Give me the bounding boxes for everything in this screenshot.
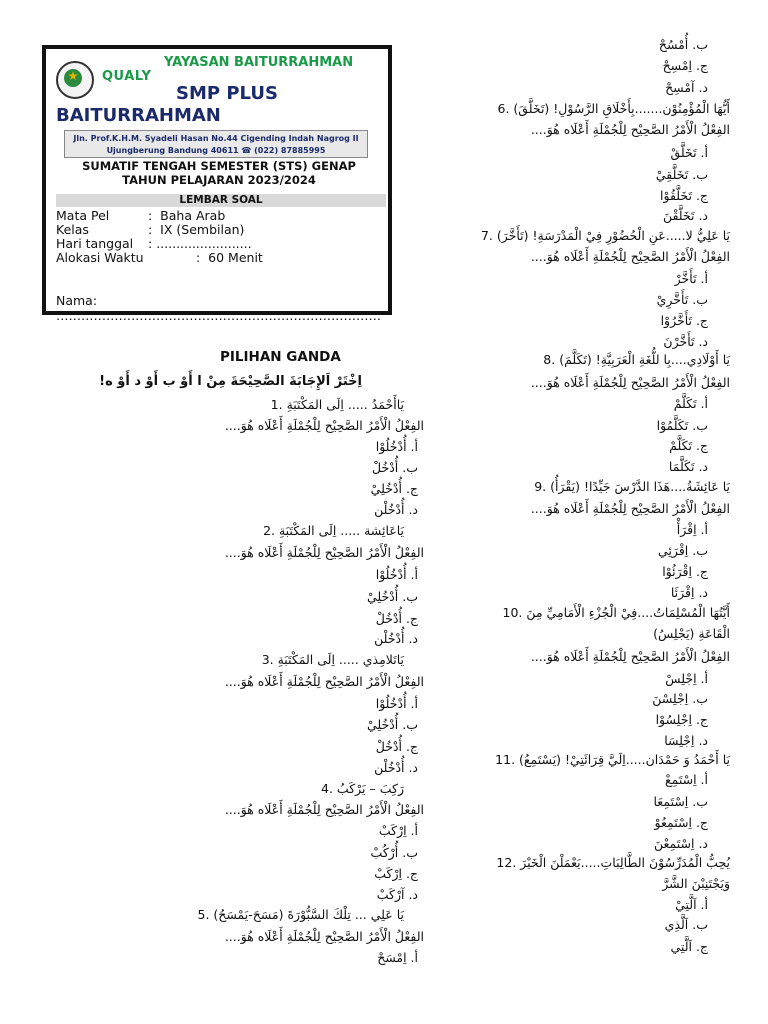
answer-option: ج. أُدْخُلْ xyxy=(375,739,418,754)
instruction-text: اِخْتَرْ اَلإِجَابَةَ الصَّحِيْحَةَ مِنْ ا أَوْ ب أَوْ د أَوْ ه! xyxy=(99,374,362,389)
school-logo-icon xyxy=(56,61,94,99)
answer-option: ب. أُدْخُلِيْ xyxy=(366,589,418,604)
school-name-line1: SMP PLUS xyxy=(176,83,278,104)
answer-option: ج. اِجْلِسُوْا xyxy=(655,712,708,727)
question-line: أَيَّتُهَا الْمُسْلِمَاتُ....فِيْ الْجُزْءِ الْأَمَامِيِّ مِنَ .10 xyxy=(502,605,730,620)
answer-option: ج. أُدْخُلِيْ xyxy=(370,481,418,496)
info-row: Alokasi Waktu : 60 Menit xyxy=(56,250,263,265)
answer-option: أ. اِرْكَبْ xyxy=(378,823,418,838)
question-line: الفِعْلُ الْأَمْرُ الصَّحِيْح لِلْجُمْلَةِ أَعْلَاه هُوَ.... xyxy=(224,674,424,689)
answer-option: ج. تَخَلَّقُوْا xyxy=(660,188,708,203)
answer-option: ج. اِسْتَمِعُوْ xyxy=(654,815,708,830)
question-line: الفِعْلُ الْأَمْرُ الصَّحِيْح لِلْجُمْلَةِ أَعْلَاه هُوَ.... xyxy=(530,249,730,264)
answer-option: أ. اَلَّتِيْ xyxy=(675,897,708,912)
question-line: وَيَجْتَنِبْنَ الشَّرَّ xyxy=(662,876,730,891)
question-line: الْقَاعَةِ (يَجْلِسُ) xyxy=(653,626,730,641)
answer-option: أ. تَكَلَّمْ xyxy=(673,396,708,411)
question-line: الفِعْلُ الْأَمْرُ الصَّحِيْح لِلْجُمْلَةِ أَعْلَاه هُوَ.... xyxy=(224,802,424,817)
answer-option: أ. تَأَخَّرْ xyxy=(674,271,708,286)
question-line: يَا أَوْلَادِي....بِا للُّغَةِ الْعَرَبِيَّةِ! (تَكَلَّمَ) .8 xyxy=(543,352,730,367)
answer-option: أ. أُدْخُلُوْا xyxy=(375,439,418,454)
question-line: يَاتَلامِذي ..... اِلَى المَكْتَبَةِ .3 xyxy=(261,652,404,667)
question-line: الفِعْلُ الْأَمْرُ الصَّحِيْح لِلْجُمْلَةِ أَعْلَاه هُوَ.... xyxy=(224,545,424,560)
question-line: الفِعْلُ الْأَمْرُ الصَّحِيْح لِلْجُمْلَةِ أَعْلَاه هُوَ.... xyxy=(530,122,730,137)
answer-option: ج. اَلَّتِي xyxy=(670,939,708,954)
answer-option: ب. اِقْرَئِي xyxy=(658,543,708,558)
answer-option: د. أُدْخُلْن xyxy=(374,760,418,775)
answer-option: أ. اِمْسَحْ xyxy=(377,950,418,965)
section-title: PILIHAN GANDA xyxy=(220,349,341,365)
answer-option: أ. اِجْلِسْ xyxy=(665,671,708,686)
answer-option: د. اِجْلِسَا xyxy=(664,733,708,748)
name-field: Nama: …………………………………………………………………… xyxy=(56,293,381,323)
answer-option: ج. اِرْكَبْ xyxy=(374,866,418,881)
school-name-line2: BAITURRAHMAN xyxy=(56,105,221,126)
answer-option: ج. تَأَخَّرُوْا xyxy=(660,313,708,328)
question-line: يَاأَحْمَدُ ..... اِلَى المَكْتَبَةِ .1 xyxy=(270,397,404,412)
answer-option: أ. اِقْرَأْ xyxy=(676,522,708,537)
answer-option: أ. تَخَلَّقْ xyxy=(670,145,708,160)
question-line: الفِعْلُ الْأَمْرُ الصَّحِيْح لِلْجُمْلَةِ أَعْلَاه هُوَ.... xyxy=(224,929,424,944)
answer-option: د. آمْسِحْ xyxy=(665,80,708,95)
info-row: Kelas : IX (Sembilan) xyxy=(56,222,245,237)
answer-option: ج. أُدْخُلْ xyxy=(375,611,418,626)
question-line: يَا عَائِشَةُ....هَذَا الدَّرْسَ جَيِّدًا! (يَقْرَأُ) .9 xyxy=(534,479,730,494)
info-row: Hari tanggal : ........................ xyxy=(56,236,252,251)
question-line: يَا أَحْمَدُ وَ حَمْدَان.....اِلَيَّ قِرَائَتِيْ! (يَسْتَمِعُ) .11 xyxy=(495,752,730,767)
school-address: Jln. Prof.K.H.M. Syadeli Hasan No.44 Cigending Indah Nagrog II Ujungberung Bandung 40611 ☎ (022) 87885995 xyxy=(64,130,368,158)
question-line: الفِعْلُ الْأَمْرُ الصَّحِيْح لِلْجُمْلَةِ أَعْلَاه هُوَ.... xyxy=(530,501,730,516)
answer-option: د. أُدْخُلْن xyxy=(374,502,418,517)
answer-option: ب. أُرْكُبْ xyxy=(370,845,418,860)
answer-option: ب. تَخَلَّقِيْ xyxy=(655,167,708,182)
school-header xyxy=(42,45,392,323)
answer-option: د. اِقْرَئَا xyxy=(670,585,708,600)
exam-title: SUMATIF TENGAH SEMESTER (STS) GENAP xyxy=(82,159,356,173)
answer-option: أ. أُدْخُلُوْا xyxy=(375,567,418,582)
answer-option: د. تَكَلَّمَا xyxy=(668,459,708,474)
answer-option: ب. تَأَخَّرِيْ xyxy=(656,292,708,307)
answer-option: ب. أُدْخُلِيْ xyxy=(366,717,418,732)
answer-option: أ. اِسْتَمِعْ xyxy=(664,772,708,787)
answer-option: د. أُدْخُلْن xyxy=(374,631,418,646)
answer-option: أ. أُدْخُلُوْا xyxy=(375,696,418,711)
answer-option: د. تَخَلَّقْنَ xyxy=(662,208,708,223)
answer-option: ب. اِسْتَمِعَا xyxy=(653,794,708,809)
answer-option: ب. أُمْسُحْ xyxy=(658,37,708,52)
question-line: رَكِبَ – يَرْكَبُ .4 xyxy=(321,781,404,796)
question-line: يُحِبُّ الْمُدَرِّسُوْنَ الطَّالِبَاتِ.....يَعْمَلْنَ الْخَيْرَ .12 xyxy=(496,855,730,870)
school-year: TAHUN PELAJARAN 2023/2024 xyxy=(122,173,316,187)
answer-option: ج. اِمْسِحْ xyxy=(662,58,708,73)
answer-option: ب. اِجْلِسْنَ xyxy=(652,691,708,706)
answer-option: ب. تَكَلَّمُوْا xyxy=(656,418,708,433)
question-line: يَا عَلِيُّ لا.....عَنِ الْحُضُوْرِ فِيْ الْمَدْرَسَةِ! (تَأَخَّرَ) .7 xyxy=(480,228,730,243)
answer-option: د. آرْكَبْ xyxy=(376,887,418,902)
question-line: أَيُّهَا الْمُؤْمِنُوْن.......بِأَخْلَاقِ الرَّسُوْلِ! (تَخَلَّقَ) .6 xyxy=(497,101,730,116)
answer-option: ج. اِقْرَئُوْا xyxy=(662,564,708,579)
question-line: يَا عَلِي ... تِلْكَ السَّبُّوْرَةَ (مَسَحَ-يَمْسَحُ) .5 xyxy=(197,907,404,922)
info-row: Mata Pel : Baha Arab xyxy=(56,208,226,223)
answer-option: د. اِسْتَمِعْنَ xyxy=(653,836,708,851)
sheet-label: LEMBAR SOAL xyxy=(56,194,386,207)
question-line: يَاعَائِشة ..... اِلَى المَكْتَبَةِ .2 xyxy=(263,523,404,538)
qualy-label: QUALY xyxy=(102,69,152,84)
question-line: الفِعْلُ الْأَمْرُ الصَّحِيْح لِلْجُمْلَةِ أَعْلَاه هُوَ.... xyxy=(530,375,730,390)
question-line: الفِعْلُ الْأَمْرُ الصَّحِيْح لِلْجُمْلَةِ أَعْلَاه هُوَ.... xyxy=(530,649,730,664)
answer-option: د. تَأَخَّرْنَ xyxy=(663,334,708,349)
answer-option: ب. اَلَّذِي xyxy=(664,917,708,932)
answer-option: ب. أُدْخُلْ xyxy=(372,460,418,475)
answer-option: ج. تَكَلَّمْ xyxy=(669,438,708,453)
foundation-name: YAYASAN BAITURRAHMAN xyxy=(164,55,354,70)
question-line: الفِعْلُ الْأَمْرُ الصَّحِيْح لِلْجُمْلَةِ أَعْلَاه هُوَ.... xyxy=(224,418,424,433)
